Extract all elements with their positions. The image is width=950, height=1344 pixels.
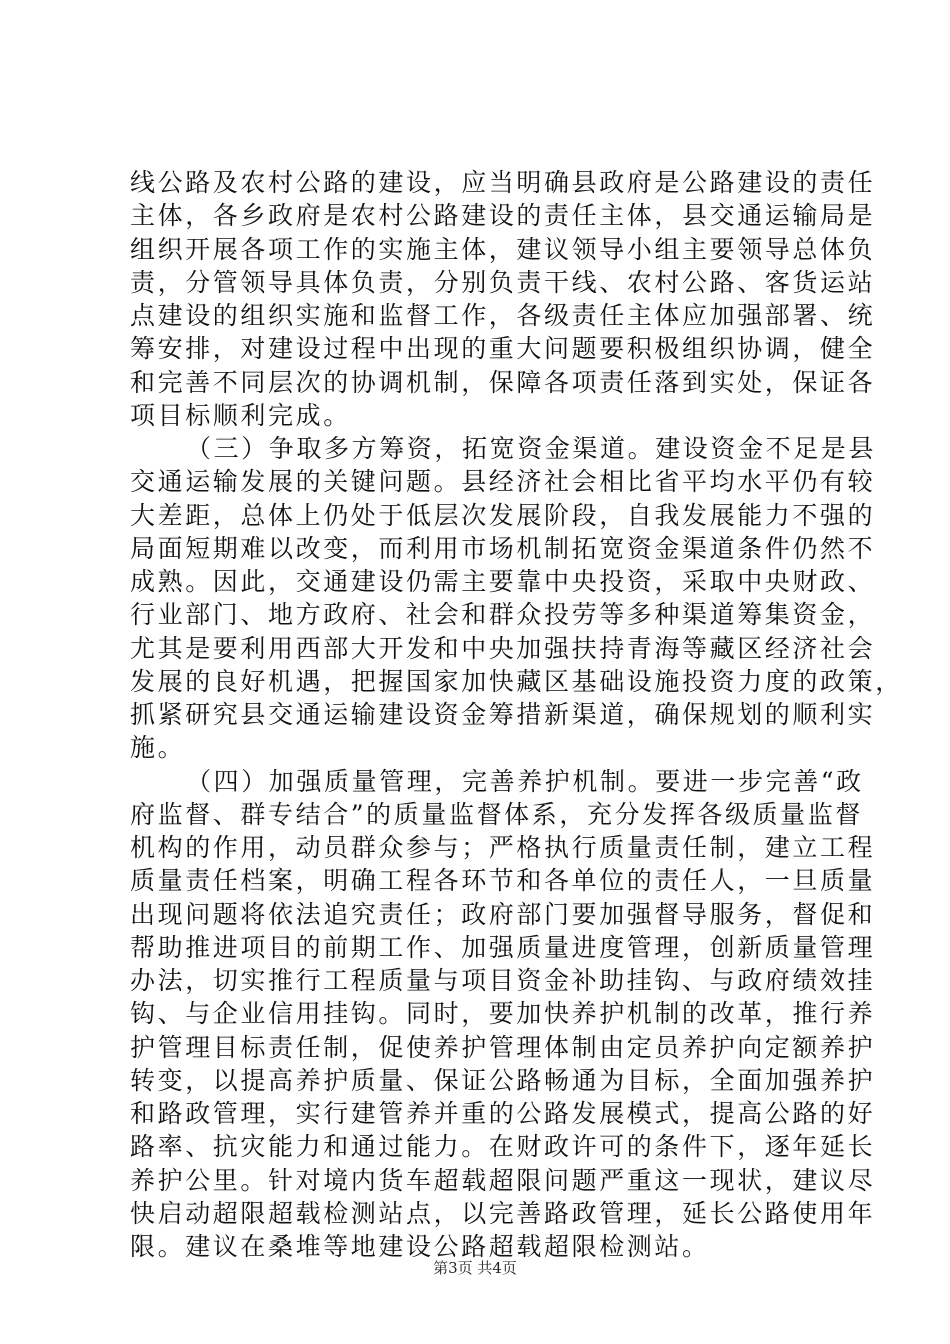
text-line: 局面短期难以改变，而利用市场机制拓宽资金渠道条件仍然不 xyxy=(130,534,876,563)
text-line: 成熟。因此，交通建设仍需主要靠中央投资，采取中央财政、 xyxy=(130,567,876,596)
text-line: 责，分管领导具体负责，分别负责干线、农村公路、客货运站 xyxy=(130,268,876,297)
text-line: 机构的作用，动员群众参与；严格执行质量责任制，建立工程 xyxy=(130,833,876,862)
paragraph-heading-3: （三）争取多方筹资，拓宽资金渠道。建设资金不足是县 xyxy=(186,434,877,463)
text-line: 主体，各乡政府是农村公路建设的责任主体，县交通运输局是 xyxy=(130,201,876,230)
text-line: 发展的良好机遇，把握国家加快藏区基础设施投资力度的政策， xyxy=(130,667,903,696)
text-line: 组织开展各项工作的实施主体，建议领导小组主要领导总体负 xyxy=(130,235,876,264)
text-line: 护管理目标责任制，促使养护管理体制由定员养护向定额养护 xyxy=(130,1033,876,1062)
text-line: 钩、与企业信用挂钩。同时，要加快养护机制的改革，推行养 xyxy=(130,999,876,1028)
text-line: 质量责任档案，明确工程各环节和各单位的责任人，一旦质量 xyxy=(130,866,876,895)
text-line: 路率、抗灾能力和通过能力。在财政许可的条件下，逐年延长 xyxy=(130,1132,876,1161)
text-line: 抓紧研究县交通运输建设资金筹措新渠道，确保规划的顺利实 xyxy=(130,700,876,729)
text-line: 帮助推进项目的前期工作、加强质量进度管理，创新质量管理 xyxy=(130,933,876,962)
text-line: 府监督、群专结合”的质量监督体系，充分发挥各级质量监督 xyxy=(130,800,863,829)
text-line: 快启动超限超载检测站点，以完善路政管理，延长公路使用年 xyxy=(130,1199,876,1228)
text-line: 项目标顺利完成。 xyxy=(130,401,351,430)
text-line: 点建设的组织实施和监督工作，各级责任主体应加强部署、统 xyxy=(130,301,876,330)
text-line: 施。 xyxy=(130,733,186,762)
paragraph-heading-4: （四）加强质量管理，完善养护机制。要进一步完善“政 xyxy=(186,767,864,796)
text-line: 行业部门、地方政府、社会和群众投劳等多种渠道筹集资金， xyxy=(130,600,876,629)
text-line: 大差距，总体上仍处于低层次发展阶段，自我发展能力不强的 xyxy=(130,501,876,530)
text-line: 转变，以提高养护质量、保证公路畅通为目标，全面加强养护 xyxy=(130,1066,876,1095)
text-line: 交通运输发展的关键问题。县经济社会相比省平均水平仍有较 xyxy=(130,467,876,496)
text-line: 办法，切实推行工程质量与项目资金补助挂钩、与政府绩效挂 xyxy=(130,966,876,995)
text-line: 养护公里。针对境内货车超载超限问题严重这一现状，建议尽 xyxy=(130,1166,876,1195)
text-line: 出现问题将依法追究责任；政府部门要加强督导服务，督促和 xyxy=(130,900,876,929)
text-line: 线公路及农村公路的建设，应当明确县政府是公路建设的责任 xyxy=(130,168,876,197)
text-line: 筹安排，对建设过程中出现的重大问题要积极组织协调，健全 xyxy=(130,334,876,363)
text-line: 限。建议在桑堆等地建设公路超载超限检测站。 xyxy=(130,1232,710,1261)
text-line: 尤其是要利用西部大开发和中央加强扶持青海等藏区经济社会 xyxy=(130,634,876,663)
text-line: 和完善不同层次的协调机制，保障各项责任落到实处，保证各 xyxy=(130,368,876,397)
text-line: 和路政管理，实行建管养并重的公路发展模式，提高公路的好 xyxy=(130,1099,876,1128)
page-number-footer: 第3页 共4页 xyxy=(433,1259,517,1277)
